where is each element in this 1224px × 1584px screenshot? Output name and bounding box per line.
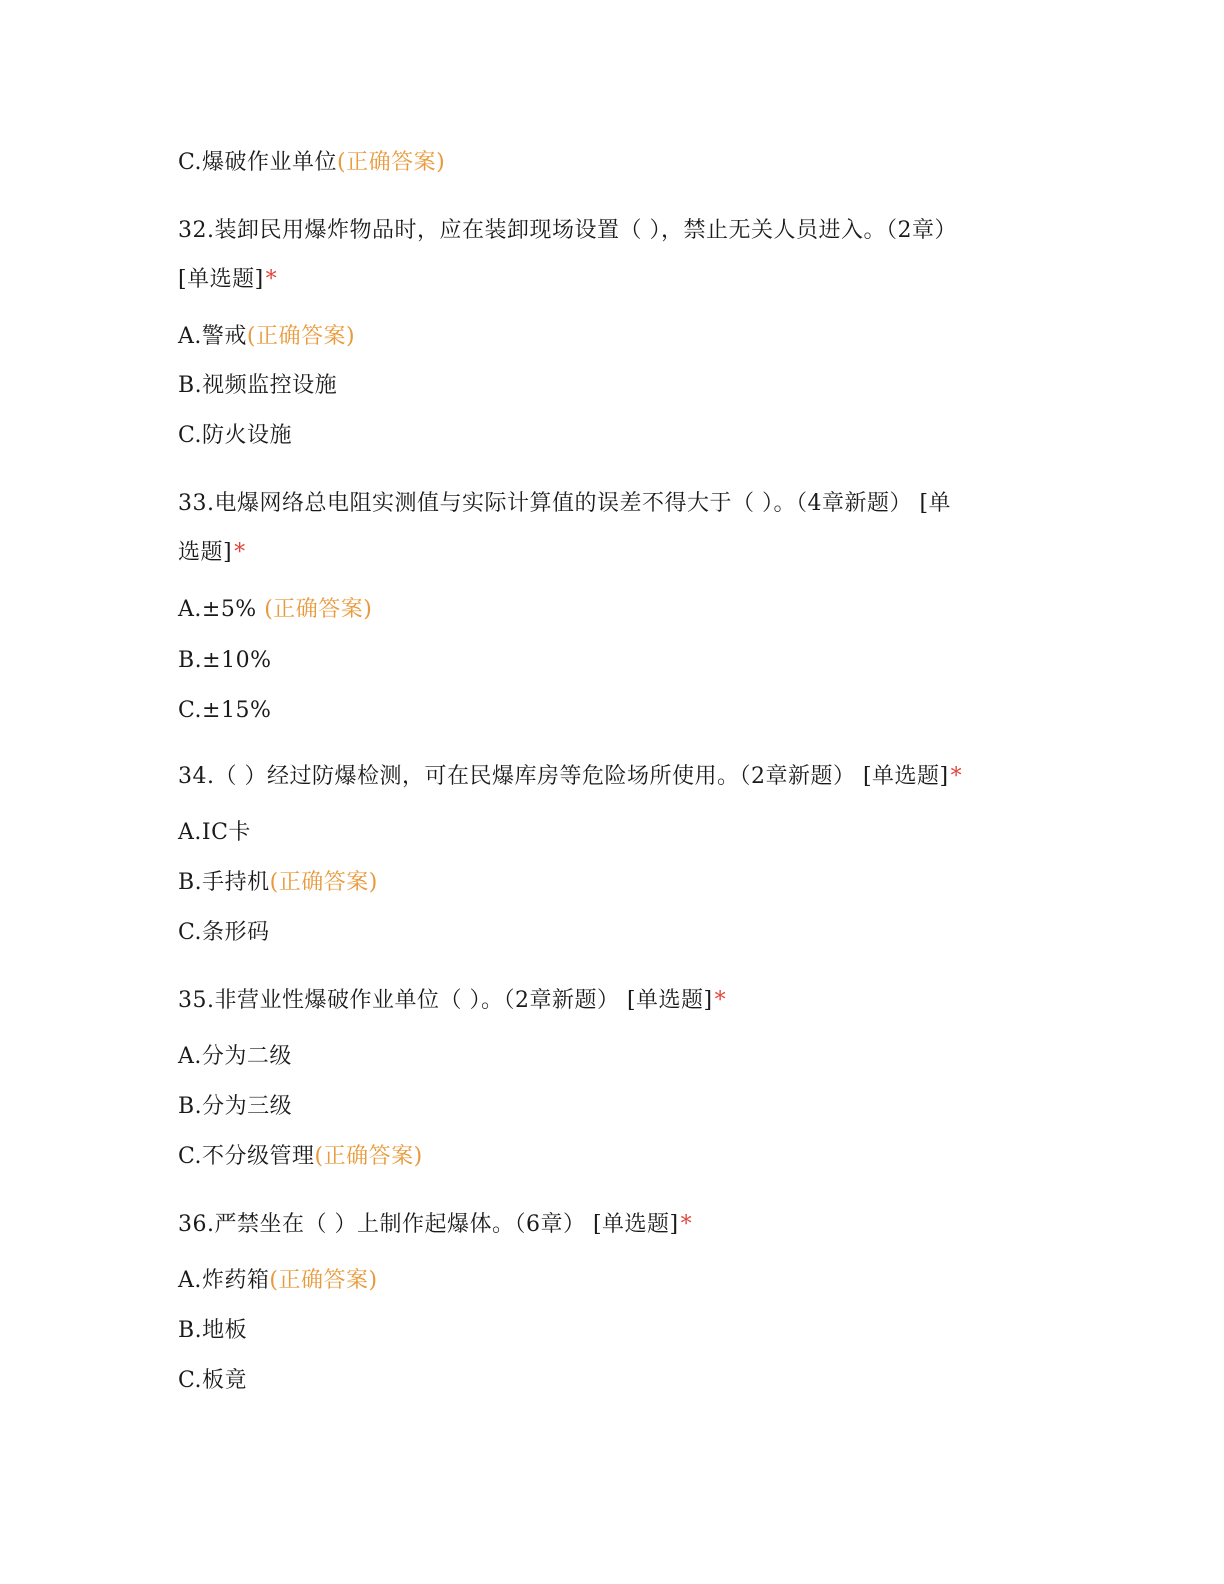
- correct-answer-tag: (正确答案): [246, 324, 356, 349]
- required-mark: *: [234, 540, 246, 565]
- question-text: 33.电爆网络总电阻实测值与实际计算值的误差不得大于（ ）。（4章新题） [单: [178, 491, 952, 516]
- q36-option-c: [178, 1366, 247, 1396]
- option-text: B.分为三级: [178, 1094, 293, 1119]
- option-text: C.±15%: [178, 698, 272, 723]
- q32-option-c: [178, 421, 292, 451]
- q32-stem-line1: [178, 216, 957, 246]
- question-type: 选题]: [178, 540, 233, 565]
- question-text: 32.装卸民用爆炸物品时，应在装卸现场设置（ ），禁止无关人员进入。（2章）: [178, 218, 957, 243]
- q31-option-c: [178, 148, 445, 178]
- q36-option-a: [178, 1266, 378, 1296]
- option-text: B.手持机: [178, 870, 270, 895]
- question-type: [单选题]: [178, 267, 264, 292]
- q36-stem-line1: [178, 1210, 692, 1240]
- q34-option-c: [178, 918, 270, 948]
- option-text: C.板竟: [178, 1368, 248, 1393]
- q33-stem-line2: [178, 538, 246, 568]
- option-text: C.防火设施: [178, 423, 293, 448]
- required-mark: *: [265, 267, 278, 292]
- q35-option-a: [178, 1042, 292, 1072]
- q34-option-b: [178, 868, 378, 898]
- option-text: C.爆破作业单位: [178, 150, 338, 175]
- q34-stem-line1: [178, 762, 962, 792]
- question-text: 34.（ ）经过防爆检测，可在民爆库房等危险场所使用。（2章新题） [单选题]: [178, 764, 949, 789]
- q33-option-c: [178, 696, 271, 726]
- option-text: B.地板: [178, 1318, 248, 1343]
- q35-option-b: [178, 1092, 292, 1122]
- option-text: B.视频监控设施: [178, 373, 338, 398]
- correct-answer-tag: (正确答案): [269, 870, 378, 895]
- option-text: B.±10%: [178, 648, 272, 673]
- option-text: A.炸药箱: [178, 1268, 270, 1293]
- q33-stem-line1: [178, 489, 951, 519]
- correct-answer-tag: (正确答案): [264, 597, 373, 622]
- question-text: 36.严禁坐在（ ）上制作起爆体。（6章） [单选题]: [178, 1212, 679, 1237]
- option-text: A.警戒: [178, 324, 247, 349]
- required-mark: *: [950, 764, 963, 789]
- required-mark: *: [714, 988, 727, 1013]
- question-text: 35.非营业性爆破作业单位（ ）。（2章新题） [单选题]: [178, 988, 713, 1013]
- q35-stem-line1: [178, 986, 726, 1016]
- option-text: C.条形码: [178, 920, 270, 945]
- q36-option-b: [178, 1316, 247, 1346]
- required-mark: *: [680, 1212, 693, 1237]
- option-text: A.IC卡: [178, 820, 251, 845]
- correct-answer-tag: (正确答案): [337, 150, 446, 175]
- q33-option-a: [178, 595, 372, 625]
- correct-answer-tag: (正确答案): [269, 1268, 378, 1293]
- q32-option-b: [178, 371, 337, 401]
- q33-option-b: [178, 646, 272, 676]
- q32-stem-line2: [178, 265, 277, 295]
- option-text: C.不分级管理: [178, 1144, 315, 1169]
- option-text: A.分为二级: [178, 1044, 292, 1069]
- q35-option-c: [178, 1142, 423, 1172]
- q32-option-a: [178, 322, 355, 352]
- option-text: A.±5%: [178, 597, 257, 622]
- correct-answer-tag: (正确答案): [314, 1144, 423, 1169]
- q34-option-a: [178, 818, 251, 848]
